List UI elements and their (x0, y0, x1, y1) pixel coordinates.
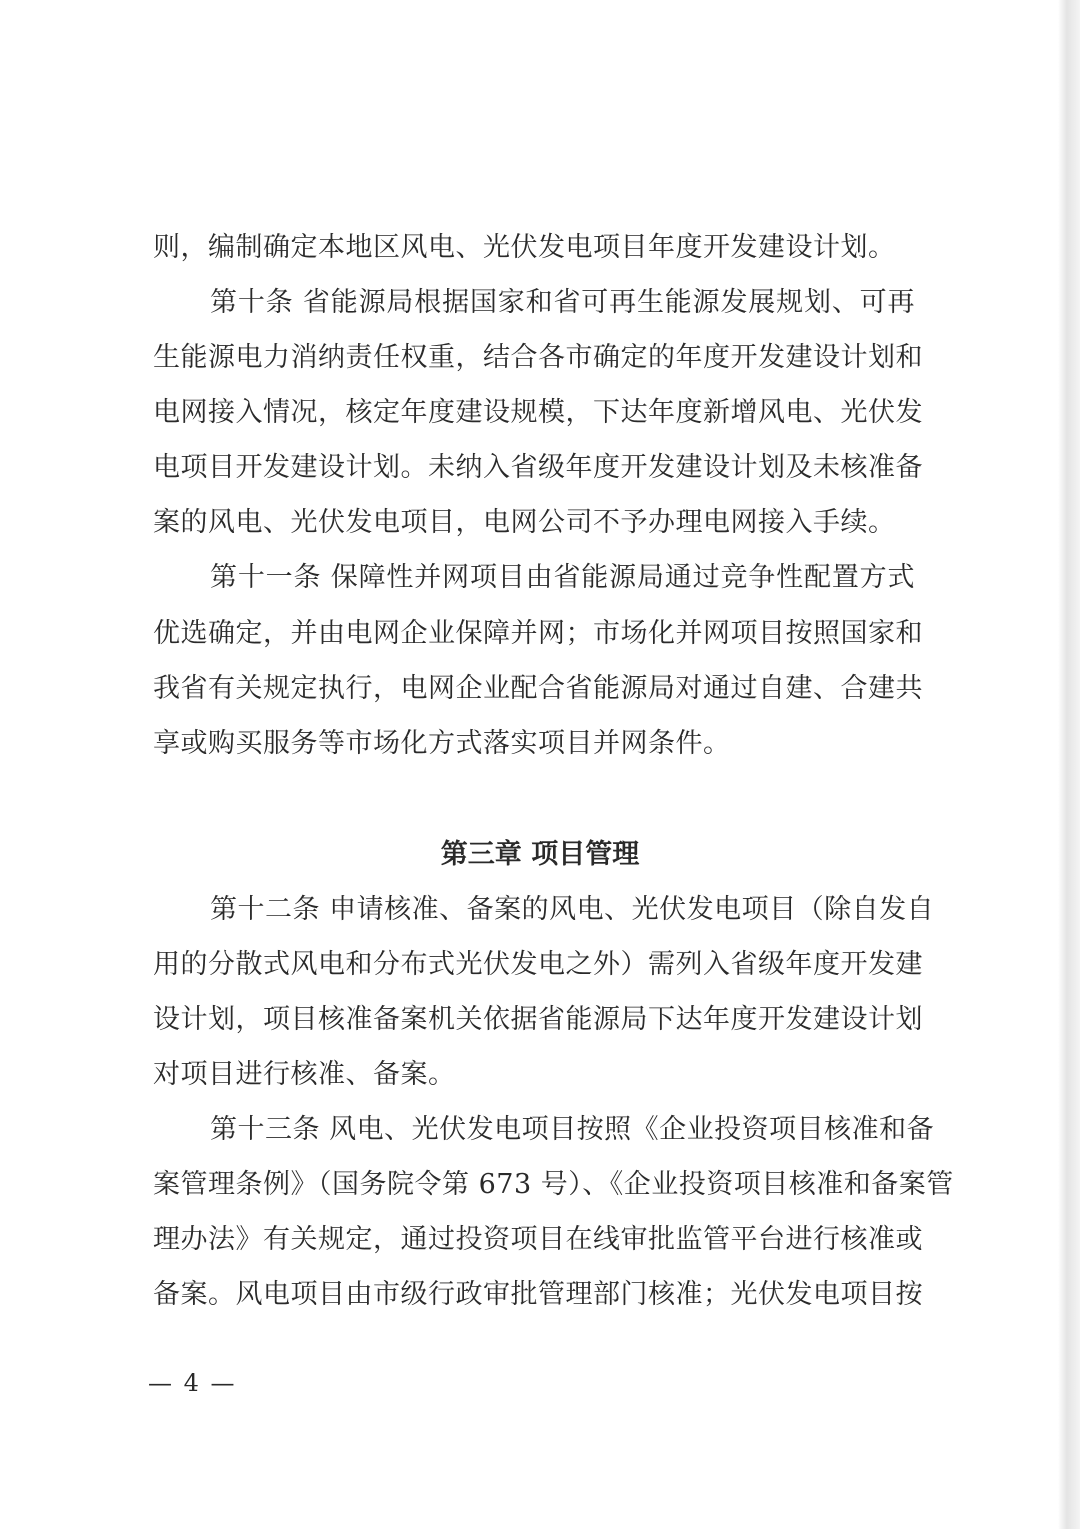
paragraph-line: 电项目开发建设计划。未纳入省级年度开发建设计划及未核准备 (153, 452, 923, 483)
paragraph-line: 用的分散式风电和分布式光伏发电之外）需列入省级年度开发建 (153, 949, 923, 980)
paragraph-line: 理办法》有关规定，通过投资项目在线审批监管平台进行核准或 (153, 1224, 923, 1255)
page-number: — 4 — (148, 1369, 237, 1397)
paragraph-line: 电网接入情况，核定年度建设规模，下达年度新增风电、光伏发 (153, 397, 923, 428)
chapter-heading: 第三章 项目管理 (440, 839, 640, 870)
paragraph-line: 备案。风电项目由市级行政审批管理部门核准；光伏发电项目按 (153, 1279, 923, 1310)
paragraph-line: 我省有关规定执行，电网企业配合省能源局对通过自建、合建共 (153, 673, 923, 704)
scan-page-edge-shadow (1058, 0, 1080, 1529)
paragraph-line: 第十二条 申请核准、备案的风电、光伏发电项目（除自发自 (210, 894, 935, 925)
paragraph-line: 第十条 省能源局根据国家和省可再生能源发展规划、可再 (210, 287, 915, 318)
paragraph-line: 设计划，项目核准备案机关依据省能源局下达年度开发建设计划 (153, 1004, 923, 1035)
paragraph-line: 生能源电力消纳责任权重，结合各市确定的年度开发建设计划和 (153, 342, 923, 373)
paragraph-line: 对项目进行核准、备案。 (153, 1059, 456, 1090)
paragraph-line: 则，编制确定本地区风电、光伏发电项目年度开发建设计划。 (153, 232, 896, 263)
paragraph-line: 案的风电、光伏发电项目，电网公司不予办理电网接入手续。 (153, 507, 896, 538)
paragraph-line: 案管理条例》（国务院令第 673 号）、《企业投资项目核准和备案管 (153, 1169, 954, 1200)
paragraph-line: 享或购买服务等市场化方式落实项目并网条件。 (153, 728, 731, 759)
paragraph-line: 第十三条 风电、光伏发电项目按照《企业投资项目核准和备 (210, 1114, 935, 1145)
paragraph-line: 第十一条 保障性并网项目由省能源局通过竞争性配置方式 (210, 562, 915, 593)
paragraph-line: 优选确定，并由电网企业保障并网；市场化并网项目按照国家和 (153, 618, 923, 649)
